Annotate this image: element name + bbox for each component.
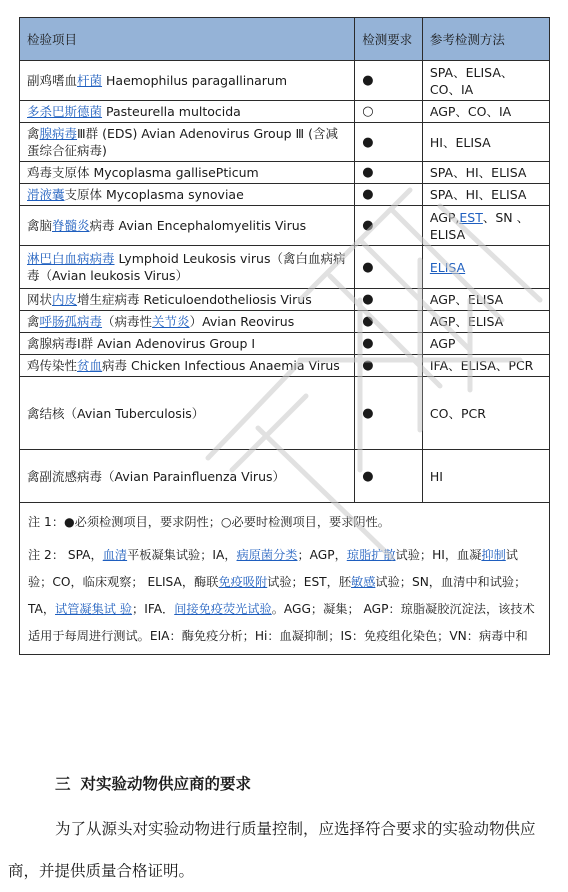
test-item-text: 增生症病毒 Reticuloendotheliosis Virus (77, 292, 312, 307)
note-text: 试验；CO，临床观察； ELISA，酶联 (28, 548, 518, 589)
table-row (20, 162, 550, 184)
test-item-link[interactable]: 淋巴白血病病毒 (27, 251, 115, 266)
section-title: 对实验动物供应商的要求 (80, 775, 252, 793)
notes-cell (20, 503, 550, 655)
table-row (20, 61, 550, 101)
method-cell (422, 184, 549, 206)
test-item-link[interactable]: 腺病毒 (39, 126, 78, 141)
method-cell (422, 123, 549, 162)
testing-items-table (19, 17, 550, 655)
test-item-cell (20, 289, 355, 311)
test-item-link[interactable]: 关节炎 (152, 314, 190, 329)
table-header-row (20, 18, 550, 61)
note-2 (28, 542, 541, 650)
requirement-mark: ● (355, 311, 423, 333)
method-text: AGP、CO、IA (429, 104, 512, 119)
test-item-text: 副鸡嗜血 (27, 73, 78, 88)
table-row (20, 311, 550, 333)
note-link[interactable]: 血清 (102, 548, 128, 562)
note-link[interactable]: 病原菌分类 (236, 548, 298, 562)
test-item-cell (20, 333, 355, 355)
test-item-link[interactable]: 脊髓炎 (52, 218, 90, 233)
requirement-mark: ● (355, 246, 423, 289)
test-item-text: 网状 (27, 292, 53, 307)
method-text: HI、ELISA (429, 134, 491, 150)
test-item-text: （病毒性 (102, 314, 153, 329)
method-cell (422, 333, 549, 355)
method-text: CO、PCR (429, 405, 486, 421)
test-item-link[interactable]: 滑液囊 (27, 187, 65, 202)
method-cell (422, 311, 549, 333)
test-item-text: 禽 (27, 314, 40, 329)
note-link[interactable]: 试管凝集试 验 (55, 602, 133, 616)
test-item-text: Ⅲ群 (EDS) Avian Adenovirus Group Ⅲ (含减蛋综合征病毒) (27, 126, 338, 158)
requirement-mark: ● (355, 61, 423, 101)
note-link[interactable]: 间接免疫荧光试验 (174, 602, 272, 616)
method-cell (422, 246, 549, 289)
note-text: 试验；HI，血凝 (395, 548, 482, 562)
table-row (20, 450, 550, 503)
note-link[interactable]: 琼脂扩散 (346, 548, 396, 562)
test-item-cell (20, 184, 355, 206)
test-item-link[interactable]: 贫血 (77, 358, 103, 373)
note-1 (28, 509, 541, 536)
table-row (20, 101, 550, 123)
requirement-mark: ● (355, 162, 423, 184)
method-text: 、SN 、ELISA (429, 209, 530, 242)
method-text: SPA、HI、ELISA (429, 165, 527, 180)
test-item-cell (20, 162, 355, 184)
test-item-cell (20, 101, 355, 123)
header-method: 参考检测方法 (422, 18, 549, 61)
table-row (20, 123, 550, 162)
table-row (20, 206, 550, 246)
requirement-mark: ● (355, 123, 423, 162)
test-item-link[interactable]: 杆菌 (77, 73, 103, 88)
method-link[interactable]: ELISA (429, 259, 466, 275)
test-item-cell (20, 61, 355, 101)
table-row (20, 184, 550, 206)
header-requirement: 检测要求 (355, 18, 423, 61)
method-text: AGP, (429, 209, 460, 225)
requirement-mark: ● (355, 333, 423, 355)
requirement-mark: ● (355, 377, 423, 450)
method-cell (422, 162, 549, 184)
test-item-text: 鸡毒支原体 Mycoplasma gallisePticum (27, 165, 259, 180)
method-text: HI (429, 468, 443, 484)
body-paragraph: 为了从源头对实验动物进行质量控制，应选择符合要求的实验动物供应商，并提供质量合格证明。 (8, 820, 536, 880)
test-item-text: Pasteurella multocida (102, 104, 241, 119)
test-item-text: 病毒 Chicken Infectious Anaemia Virus (102, 358, 340, 373)
method-cell (422, 61, 549, 101)
section-heading (55, 772, 261, 794)
method-cell (422, 101, 549, 123)
note-text: ；AGP， (297, 548, 347, 562)
note-text: 注 2： SPA， (28, 548, 103, 562)
note-text: 注 1：●必须检测项目，要求阴性；○必要时检测项目，要求阴性。 (28, 515, 390, 529)
method-cell (422, 355, 549, 377)
requirement-mark: ○ (355, 101, 423, 123)
test-item-cell (20, 206, 355, 246)
test-item-cell (20, 377, 355, 450)
note-link[interactable]: 敏感 (351, 575, 376, 589)
method-text: AGP、ELISA (429, 292, 504, 307)
requirement-mark: ● (355, 355, 423, 377)
section-number: 三 (55, 775, 71, 793)
note-link[interactable]: 免疫吸附 (218, 575, 268, 589)
note-text: 平板凝集试验；IA， (127, 548, 237, 562)
test-item-text: 禽副流感病毒（Avian Parainfluenza Virus） (27, 468, 286, 484)
table-row (20, 333, 550, 355)
method-text: IFA、ELISA、PCR (429, 358, 534, 373)
note-text: 试验；EST，胚 (267, 575, 352, 589)
method-cell (422, 206, 549, 246)
note-text: ；IFA． (132, 602, 175, 616)
test-item-link[interactable]: 内皮 (52, 292, 78, 307)
test-item-cell (20, 123, 355, 162)
method-cell (422, 377, 549, 450)
method-cell (422, 289, 549, 311)
test-item-text: 禽 (27, 126, 40, 141)
test-item-link[interactable]: 多杀巴斯德菌 (27, 104, 103, 119)
test-item-cell (20, 311, 355, 333)
test-item-cell (20, 355, 355, 377)
requirement-mark: ● (355, 206, 423, 246)
method-text: AGP (429, 336, 456, 351)
test-item-text: 鸡传染性 (27, 358, 78, 373)
test-item-text: 禽腺病毒Ⅰ群 Avian Adenovirus Group Ⅰ (27, 336, 256, 351)
table-row (20, 246, 550, 289)
test-item-text: ）Avian Reovirus (189, 314, 295, 329)
note-text: 。AGG；凝集； AGP：琼脂凝胶沉淀法，该技术适用于每周进行测试。EIA：酶免疫分析；Hi：血凝抑制；IS：免疫组化染色；VN：病毒中和 (28, 602, 535, 643)
method-cell (422, 450, 549, 503)
test-item-cell (20, 450, 355, 503)
table-row (20, 289, 550, 311)
method-text: SPA、ELISA、CO、IA (429, 64, 514, 97)
note-link[interactable]: 抑制 (481, 548, 506, 562)
table-row (20, 355, 550, 377)
note-text: 试验；SN，血清中和试验；TA， (28, 575, 527, 616)
header-item: 检验项目 (20, 18, 355, 61)
test-item-text: 禽脑 (27, 218, 53, 233)
notes-row (20, 503, 550, 655)
test-item-text: Haemophilus paragallinarum (102, 73, 288, 88)
test-item-text: 禽结核（Avian Tuberculosis） (27, 405, 205, 421)
test-item-text: Lymphoid Leukosis virus（禽白血病病毒（Avian leukosis Virus） (27, 251, 346, 283)
method-text: AGP、ELISA (429, 314, 504, 329)
requirement-mark: ● (355, 184, 423, 206)
test-item-cell (20, 246, 355, 289)
table-row (20, 377, 550, 450)
method-link[interactable]: EST (459, 209, 483, 225)
method-text: SPA、HI、ELISA (429, 187, 527, 202)
test-item-text: 病毒 Avian Encephalomyelitis Virus (89, 218, 307, 233)
requirement-mark: ● (355, 289, 423, 311)
test-item-link[interactable]: 呼肠孤病毒 (39, 314, 103, 329)
requirement-mark: ● (355, 450, 423, 503)
test-item-text: 支原体 Mycoplasma synoviae (64, 187, 244, 202)
